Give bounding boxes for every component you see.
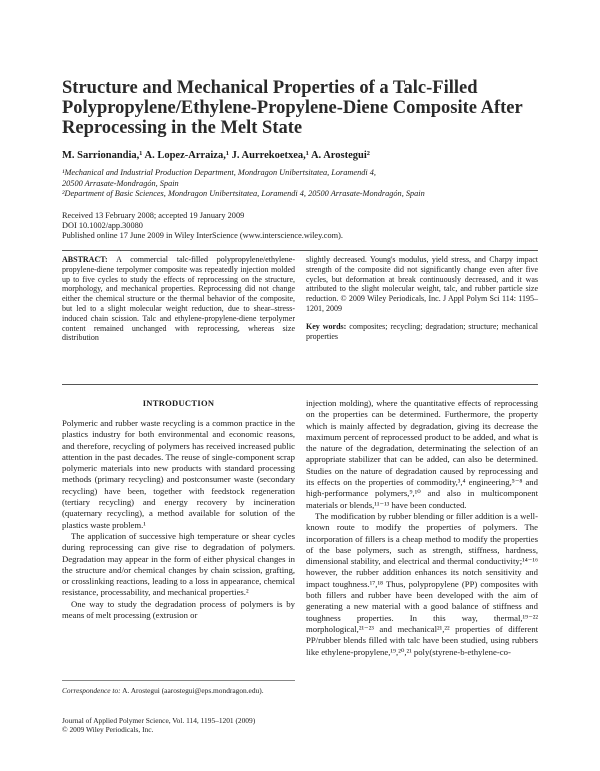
affiliations (62, 168, 562, 200)
divider (62, 384, 538, 385)
keywords (306, 322, 538, 342)
affiliation-line: ¹Mechanical and Industrial Production Department, Mondragon Unibertsitatea, Loramendi 4, (62, 168, 376, 177)
affiliation-line: ²Department of Basic Sciences, Mondragon Unibertsitatea, Loramendi 4, 20500 Arrasate-Mondragón, Spain (62, 189, 425, 198)
footnote-text: A. Arostegui (aarostegui@eps.mondragon.edu). (122, 686, 264, 695)
abstract-text: A commercial talc-filled polypropylene/ethylene-propylene-diene terpolymer composite was repeatedly injection molded up to five cycles to study the effects of reprocessing on the structure, morphology, and mechanical properties. Reprocessing did not change either the chemical structure or the thermal behavior of the composite, but led to a slight molecular weight reduction, due to shear–stress-induced chain scission. Talc and ethylene-propylene-diene terpolymer content remained unchanged with reprocessing, whereas size distribution (62, 255, 295, 343)
divider (62, 250, 538, 251)
abstract-right (306, 255, 538, 341)
abstract-text-continued: slightly decreased. Young's modulus, yield stress, and Charpy impact strength of the composite did not significantly change even after five cycles, but deformation at break continuously decreased, and it was attributed to the slight molecular weight, talc, and rubber particle size reduction. © 2009 Wiley Periodicals, Inc. J Appl Polym Sci 114: 1195–1201, 2009 (306, 255, 538, 313)
abstract-left (62, 255, 295, 343)
footnote-label: Correspondence to: (62, 686, 121, 695)
paragraph: The modification by rubber blending or filler addition is a well-known route to modify the properties of polymers. The incorporation of fillers is a cheap method to modify the properties of the base polymers, such as strength, stiffness, hardness, dimensional stability, and electrical and thermal conductivity;¹⁴⁻¹⁶ however, the rubber addition enhances its notch sensitivity and impact toughness.¹⁷,¹⁸ Thus, polypropylene (PP) composites with both fillers and rubber have been developed with the aim of generating a new material with a good balance of stiffness and toughness properties. In this way, thermal,¹⁹⁻²² morphological,²¹⁻²³ and mechanical²¹,²² properties of different PP/rubber blends filled with talc have been studied, using rubbers like ethylene-propylene,¹⁹,²⁰,²¹ poly(styrene-b-ethylene-co- (306, 510, 538, 657)
paragraph: One way to study the degradation process of polymers is by means of melt processing (extrusion or (62, 598, 295, 621)
doi-line: DOI 10.1002/app.30080 (62, 221, 143, 230)
paragraph: injection molding), where the quantitative effects of reprocessing on the properties can be determined. Furthermore, the property which is mainly affected by degradation, giving its decrease the maximum percent of reprocessed product to be added, and what is the nature of the degradation, determinating the selection of an appropriate stabilizer that can be added, can also be determined. Studies on the nature of degradation caused by reprocessing and its effects on the properties of commodity,³,⁴ engineering,⁵⁻⁸ and high-performance polymers,⁹,¹⁰ and also in multicomponent materials or blends,¹¹⁻¹³ have been conducted. (306, 398, 538, 510)
copyright: © 2009 Wiley Periodicals, Inc. (62, 725, 154, 734)
body-column-left (62, 418, 295, 621)
published-line: Published online 17 June 2009 in Wiley InterScience (www.interscience.wiley.com). (62, 231, 343, 240)
section-heading: INTRODUCTION (142, 398, 215, 408)
paragraph: Polymeric and rubber waste recycling is a common practice in the plastics industry for both environmental and economic reasons, and therefore, recycling of polymers has received increased public attention in the past decades. The reuse of single-component scrap polymeric materials into new products with standard processing methods (primary recycling) and postconsumer waste (secondary recycling) have been, together with feedstock regeneration (tertiary recycling) and energy recovery by incineration (quaternary recycling), a method available for solution of the plastics waste problem.¹ (62, 418, 295, 530)
keywords-label: Key words: (306, 321, 347, 331)
abstract-label: ABSTRACT: (62, 255, 108, 264)
correspondence-footnote (62, 686, 295, 695)
footnote-divider (62, 680, 295, 681)
keywords-text: composites; recycling; degradation; structure; mechanical properties (306, 321, 539, 341)
journal-citation: Journal of Applied Polymer Science, Vol. 114, 1195–1201 (2009) (62, 716, 256, 725)
article-title: Structure and Mechanical Properties of a Talc-Filled Polypropylene/Ethylene-Propylene-Diene Composite After Reprocessing in the Melt State (62, 78, 523, 138)
publication-dates (62, 211, 343, 241)
author-list: M. Sarrionandia,¹ A. Lopez-Arraiza,¹ J. Aurrekoetxea,¹ A. Arostegui² (62, 150, 370, 161)
journal-info (62, 716, 295, 734)
received-line: Received 13 February 2008; accepted 19 January 2009 (62, 211, 245, 220)
paragraph: The application of successive high temperature or shear cycles during reprocessing can give rise to degradation of polymers. Degradation may appear in the form of either physical changes in the structure and/or chemical changes by chain scission, grafting, or crosslinking reactions, leading to a loss in appearance, chemical resistance, processability, and mechanical properties.² (62, 530, 295, 598)
body-column-right (306, 398, 538, 658)
affiliation-line: 20500 Arrasate-Mondragón, Spain (62, 178, 179, 188)
